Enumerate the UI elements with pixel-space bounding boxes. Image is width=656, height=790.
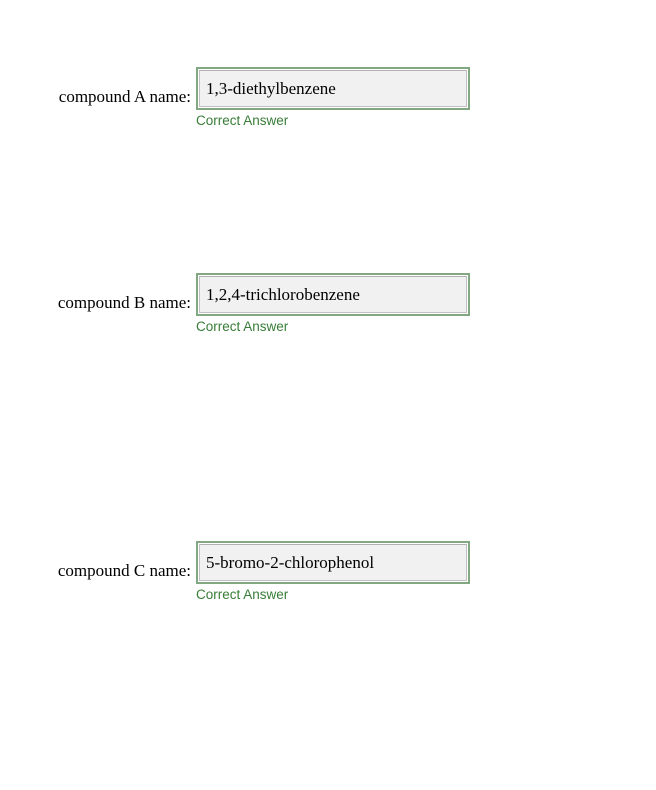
compound-a-field <box>196 67 470 130</box>
compound-c-answer-box <box>196 541 470 584</box>
compound-b-name-input[interactable] <box>199 276 467 313</box>
compound-c-name-input[interactable] <box>199 544 467 581</box>
compound-a-name-input[interactable] <box>199 70 467 107</box>
compound-c-label: compound C name: <box>57 561 191 580</box>
compound-a-correct-answer-link[interactable]: Correct Answer <box>196 113 289 128</box>
question-compound-a <box>0 67 656 139</box>
compound-b-field <box>196 273 470 336</box>
compound-c-correct-answer-link[interactable]: Correct Answer <box>196 587 289 602</box>
question-compound-c <box>0 541 656 613</box>
compound-b-answer-box <box>196 273 470 316</box>
compound-c-field <box>196 541 470 604</box>
compound-b-correct-answer-link[interactable]: Correct Answer <box>196 319 289 334</box>
question-compound-b <box>0 273 656 345</box>
compound-a-answer-box <box>196 67 470 110</box>
compound-b-label: compound B name: <box>57 293 191 312</box>
compound-a-label: compound A name: <box>58 87 191 106</box>
